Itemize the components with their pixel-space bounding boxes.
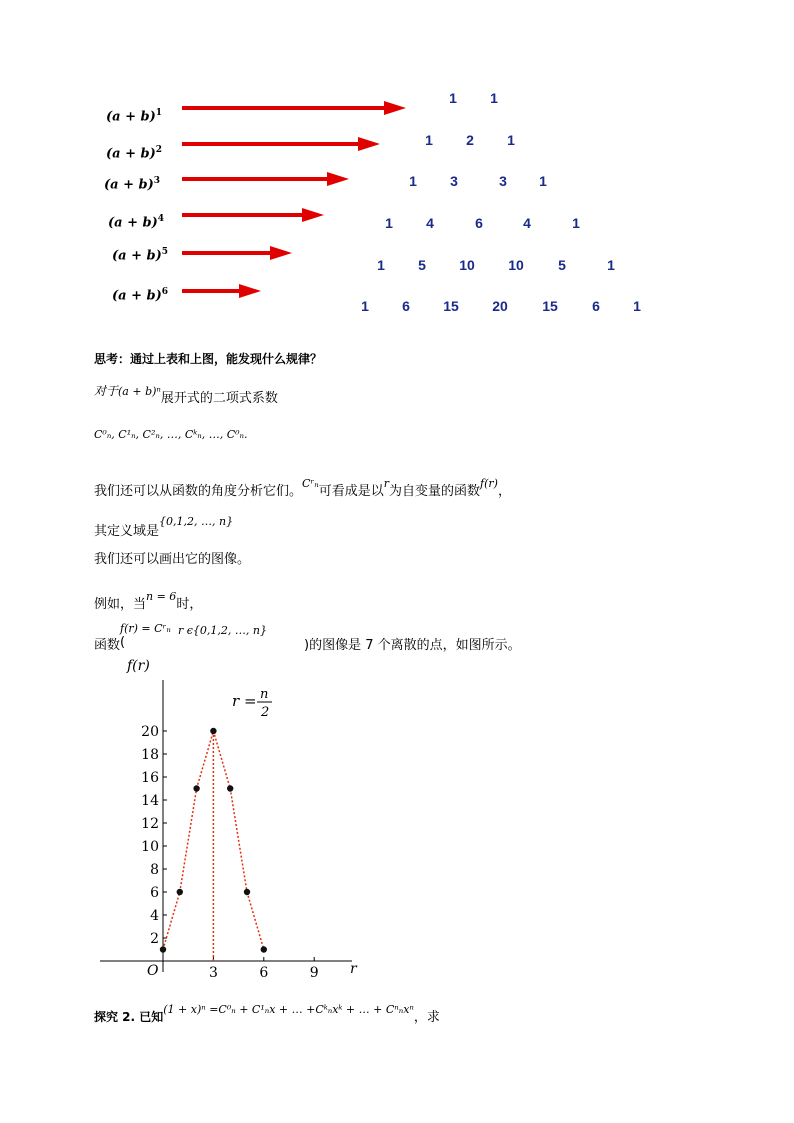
explore-label: 探究 2. 已知	[94, 1010, 164, 1024]
expr-row-2: $(a + b)^2$	[106, 145, 163, 162]
p3-m2: r	[383, 477, 389, 490]
paragraph-function-view	[94, 472, 511, 499]
p6-b: 时，	[176, 597, 203, 612]
coef-r5-3: 10	[508, 257, 524, 273]
coef-r1-1: 1	[490, 90, 498, 106]
paragraph-example	[94, 585, 203, 612]
p4-a: 其定义域是	[94, 524, 160, 539]
y-tick-label: 18	[141, 747, 159, 763]
think-question: 思考：通过上表和上图，能发现什么规律？	[94, 352, 323, 366]
p1-suffix: 展开式的二项式系数	[160, 391, 278, 406]
arrow-row-3	[182, 177, 327, 181]
x-axis-label: r	[350, 961, 357, 977]
arrow-row-4	[182, 213, 302, 217]
coef-r3-0: 1	[409, 173, 417, 189]
series-lines	[163, 731, 264, 961]
p3-m3: f(r)	[480, 477, 498, 490]
data-point	[160, 946, 166, 952]
p7-c: )的图像是 7 个离散的点，如图所示。	[304, 638, 521, 653]
x-tick-label: 9	[309, 965, 319, 981]
annotation-r-n-over-2	[232, 687, 272, 720]
series-segment	[197, 731, 214, 789]
data-point	[261, 946, 267, 952]
series-points	[160, 728, 267, 953]
coef-r5-1: 5	[418, 257, 426, 273]
y-tick-label: 20	[141, 724, 159, 740]
y-tick-label: 10	[141, 839, 159, 855]
coef-r2-1: 2	[466, 132, 474, 148]
arrow-row-5	[182, 251, 270, 255]
data-point	[227, 785, 233, 791]
coef-r5-5: 1	[607, 257, 615, 273]
expr-row-5: $(a + b)^5$	[112, 247, 169, 264]
y-tick-label: 4	[150, 908, 159, 924]
y-tick-label: 12	[141, 816, 159, 832]
y-tick-label: 14	[141, 793, 159, 809]
coef-r3-2: 3	[499, 173, 507, 189]
coef-r2-2: 1	[507, 132, 515, 148]
p7-m1: f(r) = Cʳₙ	[120, 622, 171, 635]
p4-m: {0,1,2, …, n}	[159, 515, 234, 528]
x-tick-labels	[209, 957, 319, 981]
coef-r6-6: 1	[633, 298, 641, 314]
expr-row-6: $(a + b)^6$	[112, 287, 169, 304]
coef-r3-1: 3	[450, 173, 458, 189]
data-point	[177, 889, 183, 895]
coef-r4-0: 1	[385, 215, 393, 231]
y-axis-label: f(r)	[127, 658, 150, 674]
x-tick-label: 3	[208, 965, 218, 981]
coef-r5-4: 5	[558, 257, 566, 273]
p7-a: 函数	[94, 638, 121, 653]
explore-math: (1 + x)ⁿ =C⁰ₙ + C¹ₙx + … +Cᵏₙxᵏ + … + Cⁿₙxⁿ	[163, 1003, 414, 1016]
coef-r6-5: 6	[592, 298, 600, 314]
series-segment	[213, 731, 230, 789]
p7-m2: r ϵ{0,1,2, …, n}	[178, 624, 267, 637]
p3-b: 可看成是以	[318, 484, 384, 499]
coef-r4-3: 4	[523, 215, 531, 231]
series-segment	[230, 789, 247, 893]
paragraph-graph: 我们还可以画出它的图像。	[94, 552, 251, 567]
p3-c: 为自变量的函数	[389, 484, 481, 499]
p1-math: (a + b)ⁿ	[118, 385, 161, 398]
explore-tail: ，求	[413, 1010, 440, 1025]
coef-r4-4: 1	[572, 215, 580, 231]
coef-r4-1: 4	[426, 215, 434, 231]
annotation-numerator: n	[260, 687, 269, 702]
coef-r5-2: 10	[459, 257, 475, 273]
y-tick-label: 16	[141, 770, 159, 786]
expr-row-3: $(a + b)^3$	[104, 176, 161, 193]
explore-question	[94, 998, 440, 1025]
coef-r3-3: 1	[539, 173, 547, 189]
series-segment	[247, 892, 264, 950]
data-point	[244, 889, 250, 895]
x-tick-label: 6	[259, 965, 269, 981]
p3-d: ，	[497, 484, 511, 499]
coefficient-list: C⁰ₙ, C¹ₙ, C²ₙ, …, Cᵏₙ, …, C⁰ₙ.	[94, 428, 248, 441]
p3-m1: Cʳₙ	[302, 477, 319, 490]
coef-r4-2: 6	[475, 215, 483, 231]
series-segment	[163, 892, 180, 950]
coef-r6-1: 6	[402, 298, 410, 314]
data-point	[210, 728, 216, 734]
arrow-row-1	[182, 106, 384, 110]
p1-prefix: 对于	[94, 384, 119, 398]
paragraph-coefficients	[94, 384, 278, 406]
data-point	[193, 785, 199, 791]
origin-label: O	[147, 963, 159, 979]
paragraph-domain	[94, 510, 234, 539]
coef-r6-3: 20	[492, 298, 508, 314]
arrow-row-2	[182, 142, 358, 146]
coef-r6-2: 15	[443, 298, 459, 314]
coef-r6-4: 15	[542, 298, 558, 314]
expr-row-1: $(a + b)^1$	[106, 108, 163, 125]
coef-r1-0: 1	[449, 90, 457, 106]
p7-b: (	[120, 635, 126, 650]
paragraph-function-def	[94, 622, 521, 653]
coef-r2-0: 1	[425, 132, 433, 148]
p6-a: 例如，当	[94, 597, 147, 612]
coef-r6-0: 1	[361, 298, 369, 314]
y-tick-label: 8	[150, 862, 159, 878]
y-tick-label: 6	[150, 885, 159, 901]
coef-r5-0: 1	[377, 257, 385, 273]
p6-m: n = 6	[146, 590, 177, 603]
y-tick-label: 2	[150, 931, 159, 947]
svg-text:r =: r =	[232, 692, 257, 710]
annotation-denominator: 2	[261, 705, 270, 720]
series-segment	[180, 789, 197, 893]
p3-a: 我们还可以从函数的角度分析它们。	[94, 484, 303, 499]
y-tick-labels	[141, 724, 167, 947]
expr-row-4: $(a + b)^4$	[108, 214, 165, 231]
arrow-row-6	[182, 289, 239, 293]
